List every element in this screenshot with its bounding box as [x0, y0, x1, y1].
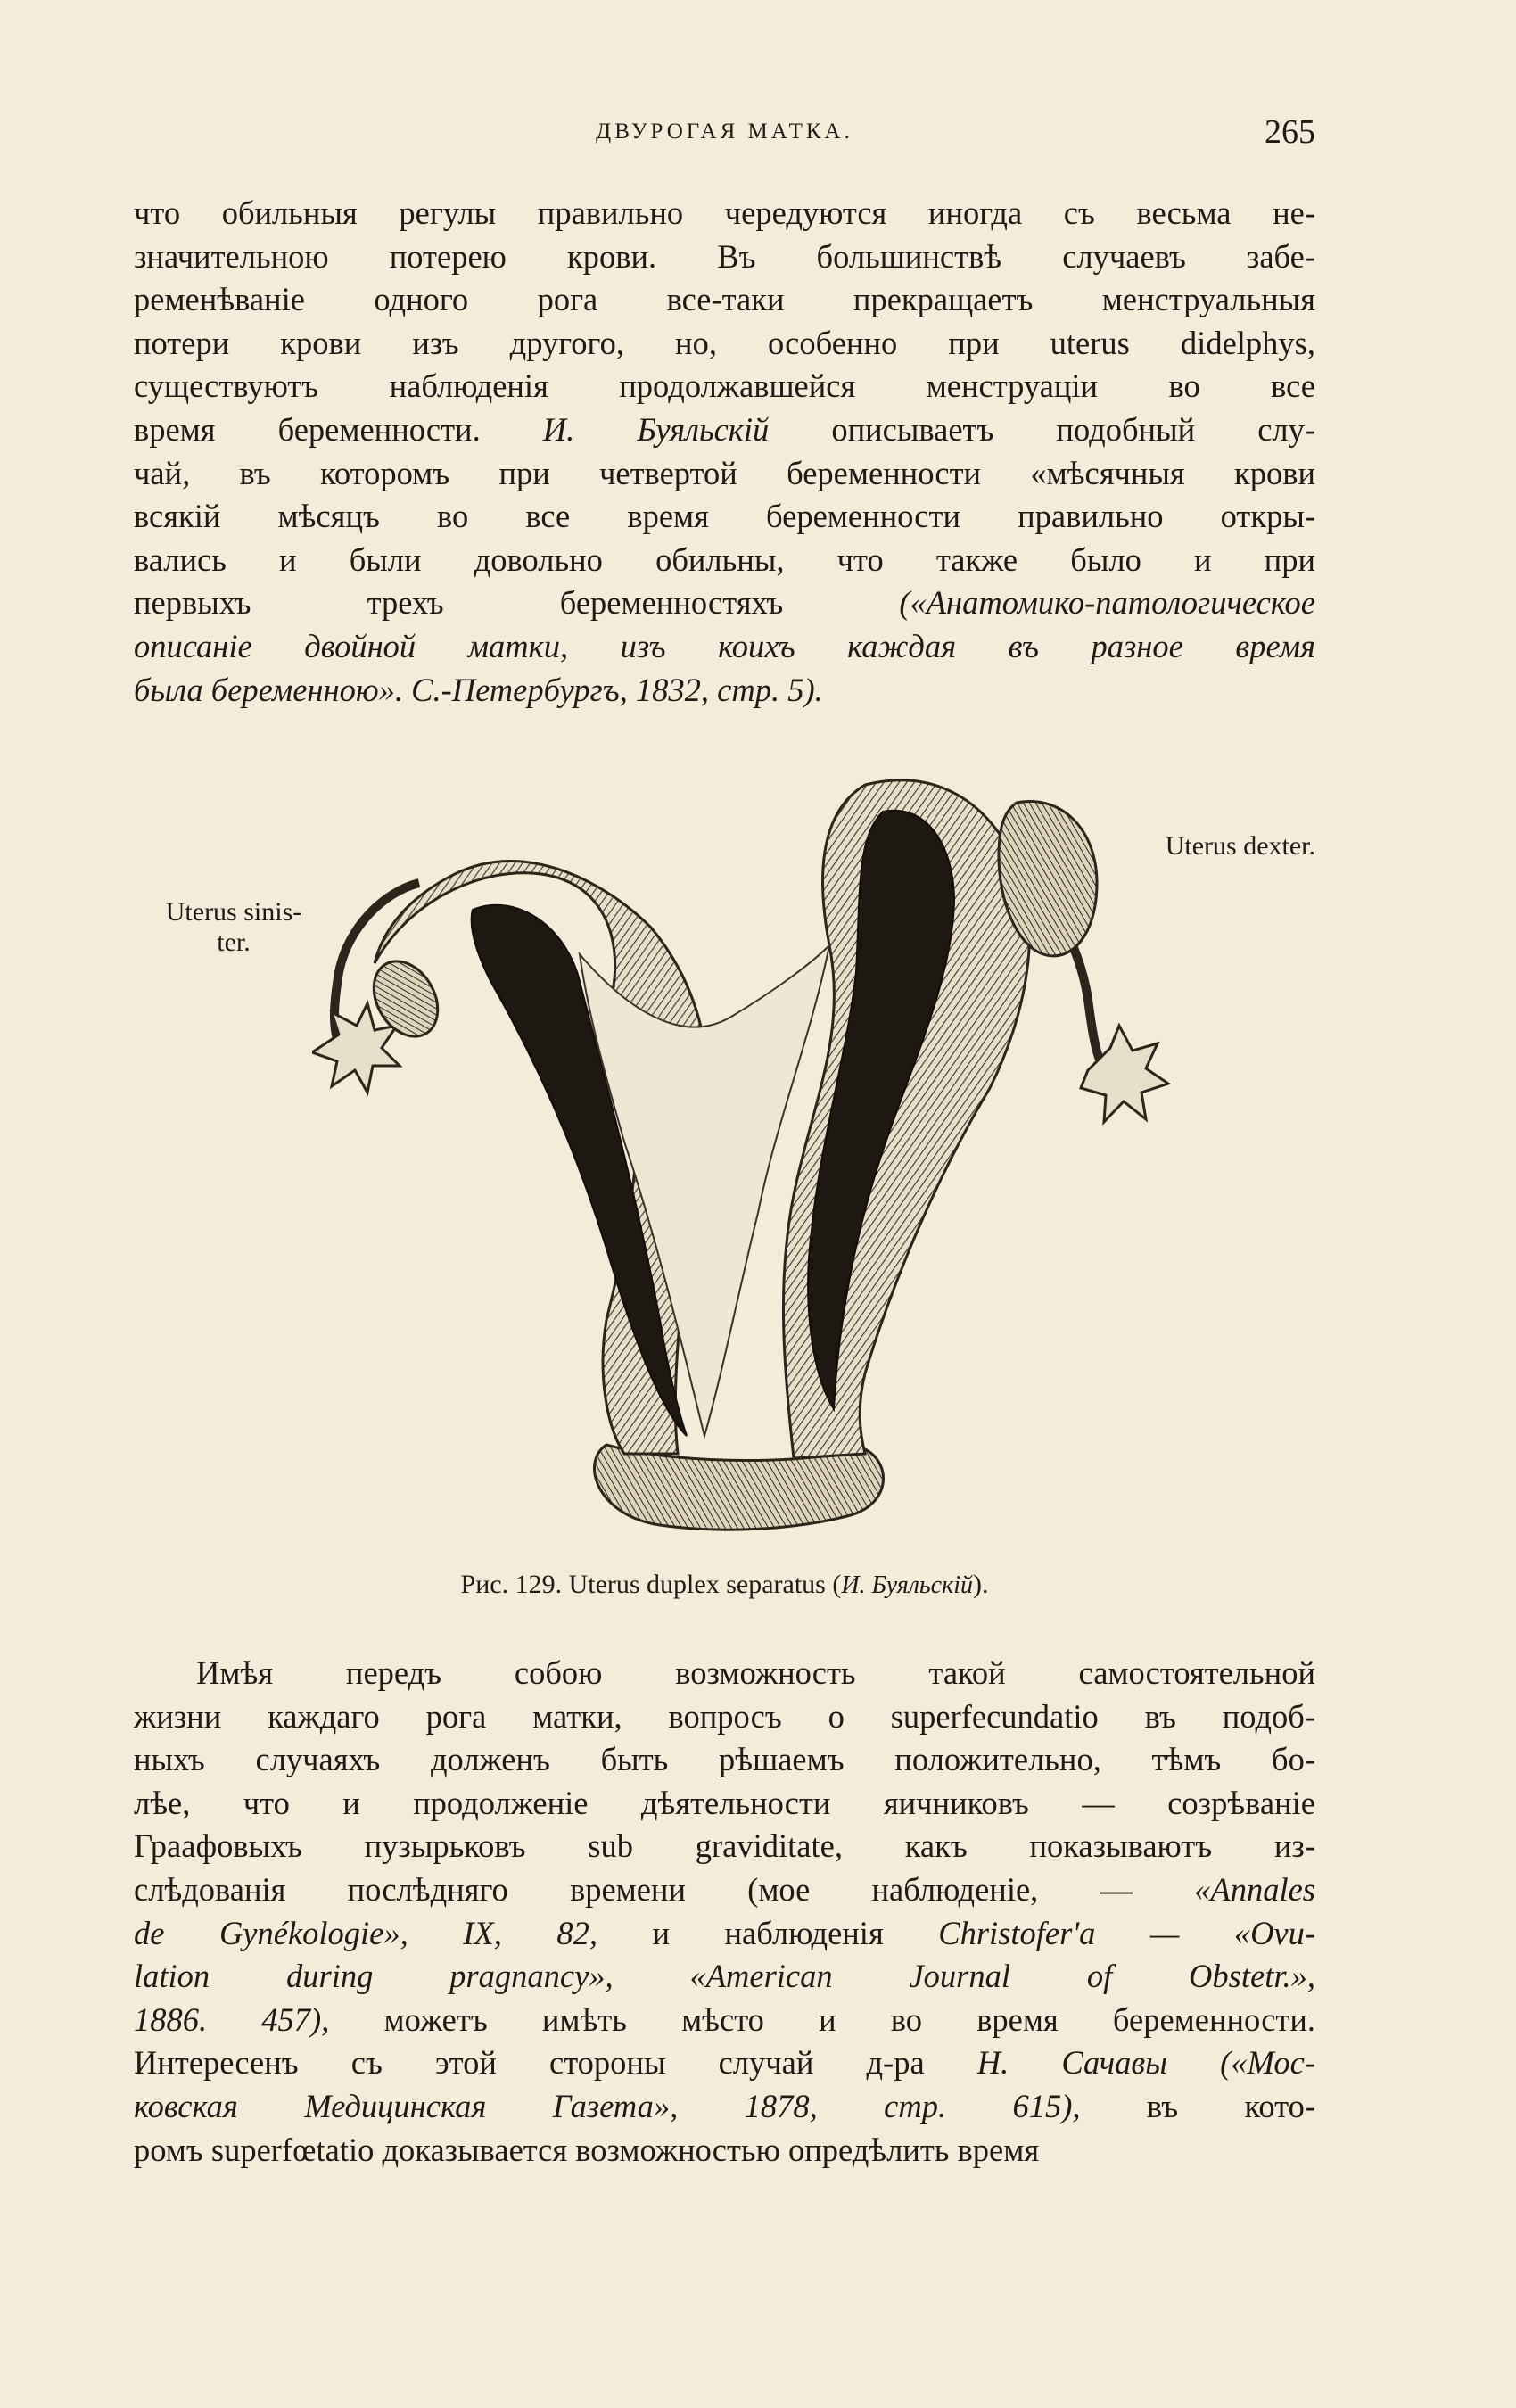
text-line: вались и были довольно обильны, что также было и при: [134, 540, 1315, 578]
author-name: И. Буяльскій: [542, 410, 770, 448]
text-line: что обильныя регулы правильно чередуются иногда съ весьма не-: [134, 194, 1315, 231]
text-segment: время беременности.: [134, 410, 481, 448]
caption-end: ).: [972, 1570, 989, 1599]
paragraph-1: [134, 192, 1315, 712]
citation: de Gynékologie», IX, 82,: [134, 1914, 597, 1951]
text-line: жизни каждаго рога матки, вопросъ о superfecundatio въ подоб-: [134, 1697, 1315, 1735]
text-line: потери крови изъ другого, но, особенно при uterus didelphys,: [134, 324, 1315, 361]
text-segment: и наблюденія: [652, 1914, 884, 1951]
label-uterus-dexter: Uterus dexter.: [1165, 831, 1315, 861]
text-segment: въ кото-: [1146, 2087, 1316, 2124]
figure-caption: [125, 1570, 1324, 1600]
text-line: значительною потерею крови. Въ большинствѣ случаевъ забе-: [134, 237, 1315, 275]
text-line: ромъ superfœtatio доказывается возможностью опредѣлить время: [134, 2131, 1040, 2168]
text-line: существуютъ наблюденія продолжавшейся менструаціи во все: [134, 367, 1315, 405]
text-line: всякій мѣсяцъ во все время беременности правильно откры-: [134, 498, 1315, 535]
text-line: ременѣваніе одного рога все-таки прекращаетъ менструальныя: [134, 281, 1315, 318]
text-line: [134, 1912, 1315, 1956]
citation: «Annales: [1194, 1870, 1316, 1908]
running-title: ДВУРОГАЯ МАТКА.: [596, 120, 853, 144]
text-segment: можетъ имѣть мѣсто и во время беременности.: [383, 2000, 1316, 2038]
cervix-shape: [595, 1445, 884, 1530]
citation: ковская Медицинская Газета», 1878, стр. 615),: [134, 2087, 1081, 2124]
text-segment: Интересенъ съ этой стороны случай д-ра: [134, 2044, 925, 2082]
uterus-duplex-illustration: [312, 749, 1213, 1534]
text-segment: первыхъ трехъ беременностяхъ: [134, 584, 784, 622]
citation: («Анатомико-патологическое: [899, 584, 1315, 622]
citation-line: lation during pragnancy», «American Journal of Obstetr.»,: [134, 1958, 1315, 1995]
figure: [125, 731, 1324, 1605]
text-line: [134, 1999, 1315, 2042]
caption-author: И. Буяльскій: [841, 1571, 973, 1599]
label-uterus-sinister: [136, 897, 332, 958]
text-line: ныхъ случаяхъ долженъ быть рѣшаемъ положительно, тѣмъ бо-: [134, 1741, 1315, 1778]
text-line: [134, 1868, 1315, 1912]
text-line: [134, 2085, 1315, 2129]
text-segment: описываетъ подобный слу-: [831, 410, 1316, 448]
label-line: Uterus sinis-: [165, 897, 302, 927]
caption-text: Рис. 129. Uterus duplex separatus (: [460, 1570, 842, 1599]
text-line: чай, въ которомъ при четвертой беременности «мѣсячныя крови: [134, 454, 1315, 491]
page-number: 265: [1265, 113, 1315, 151]
citation: Christofer'а — «Ovu-: [938, 1914, 1316, 1951]
citation-line: описаніе двойной матки, изъ коихъ каждая въ разное время: [134, 627, 1315, 664]
text-line: [134, 581, 1315, 625]
running-head: [134, 113, 1315, 155]
text-line: [134, 408, 1315, 452]
citation: 1886. 457),: [134, 2000, 330, 2038]
text-segment: слѣдованія послѣдняго времени (мое наблюденіе, —: [134, 1870, 1133, 1908]
text-line: Имѣя передъ собою возможность такой самостоятельной: [196, 1654, 1315, 1691]
paragraph-2: [134, 1652, 1315, 2172]
citation: Н. Сачавы («Мос-: [976, 2044, 1315, 2082]
label-line: ter.: [217, 928, 251, 957]
text-line: лѣе, что и продолженіе дѣятельности яичниковъ — созрѣваніе: [134, 1784, 1315, 1821]
text-line: [134, 2041, 1315, 2085]
text-line: Граафовыхъ пузырьковъ sub graviditate, какъ показываютъ из-: [134, 1827, 1315, 1865]
citation-line: была беременною». С.-Петербургъ, 1832, стр. 5).: [134, 671, 823, 708]
